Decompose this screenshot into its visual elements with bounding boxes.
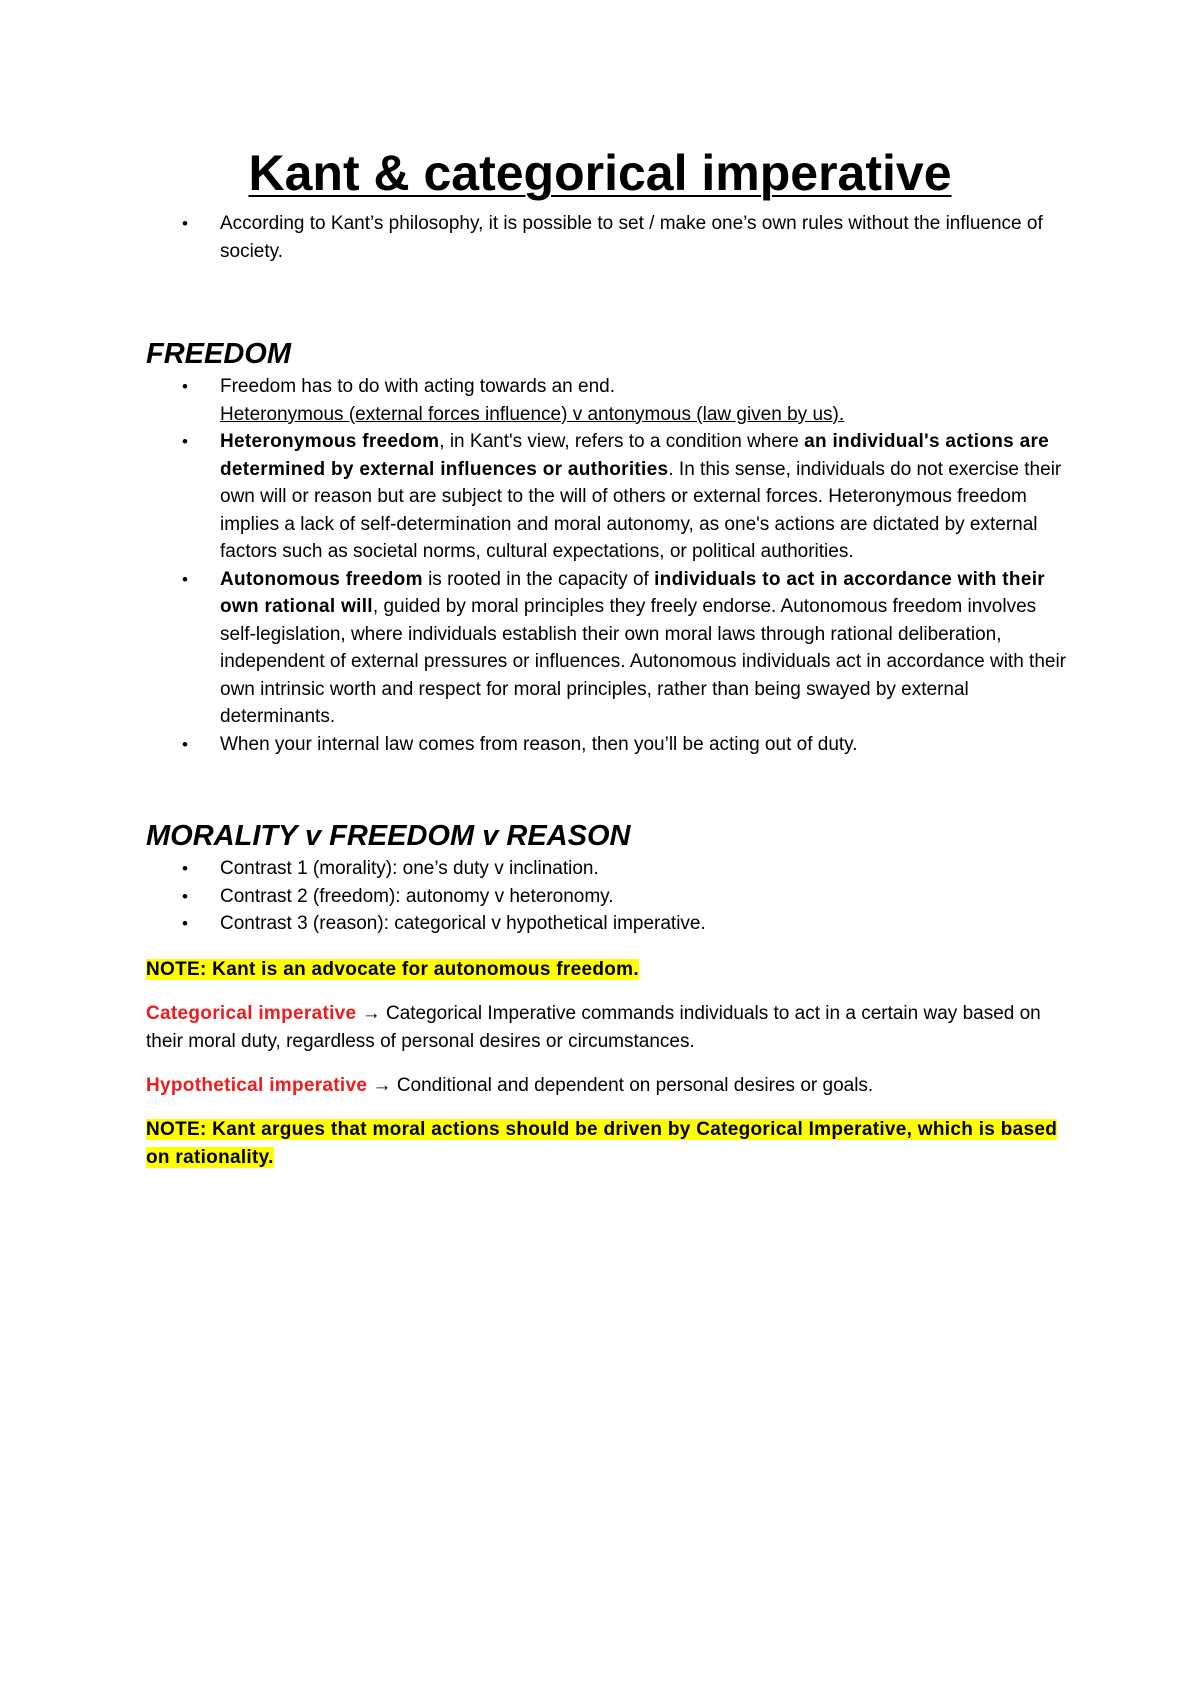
contrast-text: Contrast 2 (freedom): autonomy v heteronomy. (220, 885, 614, 907)
autonomous-text-rest: , guided by moral principles they freely endorse. Autonomous freedom involves self-legislation, where individuals establish their own moral laws through rational deliberation, independent of external pressures or influences. Autonomous individuals act in accordance with their own intrinsic worth and respect for moral principles, rather than being swayed by external determinants. (220, 596, 1067, 727)
heteronymous-text: , in Kant's view, refers to a condition where (439, 431, 805, 452)
heteronymous-text-rest: . In this sense, individuals do not exercise their own will or reason but are subject to the will of others or external forces. Heteronymous freedom implies a lack of self-determination and moral autonomy, as one's actions are dictated by external factors such as societal norms, cultural expectations, or political authorities. (220, 458, 1062, 562)
bullet-icon: • (182, 214, 188, 233)
hypothetical-text: Conditional and dependent on personal desires or goals. (396, 1075, 874, 1096)
heteronymous-emphasis: an individual's actions are determined by external influences or authorities (220, 431, 1050, 480)
autonomous-text: is rooted in the capacity of (422, 568, 655, 590)
freedom-underlined-definition: Heteronymous (external forces influence) v antonymous (law given by us). (220, 403, 845, 425)
list-item (146, 855, 1076, 883)
note-rationality (146, 1116, 1076, 1171)
autonomous-term: Autonomous freedom (220, 568, 423, 590)
arrow-right-icon: → (372, 1075, 392, 1096)
bullet-icon: • (182, 859, 188, 878)
contrast-text: Contrast 3 (reason): categorical v hypothetical imperative. (220, 913, 706, 934)
categorical-term: Categorical imperative (146, 1003, 357, 1024)
bullet-icon: • (182, 377, 188, 396)
categorical-text: Categorical Imperative commands individuals to act in a certain way based on their moral duty, regardless of personal desires or circumstances. (146, 1003, 1041, 1052)
intro-list (146, 210, 1076, 265)
hypothetical-term: Hypothetical imperative (146, 1075, 368, 1096)
list-item (146, 566, 1076, 731)
highlighted-note: NOTE: Kant is an advocate for autonomous freedom. (146, 959, 639, 980)
list-item (146, 731, 1076, 759)
bullet-icon: • (182, 734, 188, 754)
bullet-icon: • (182, 432, 188, 451)
autonomous-emphasis: individuals to act in accordance with their own rational will (220, 568, 1045, 617)
freedom-heading: FREEDOM (146, 338, 291, 370)
contrast-text: Contrast 1 (morality): one’s duty v inclination. (220, 858, 599, 879)
hypothetical-definition (146, 1072, 1076, 1100)
list-item (146, 210, 1076, 265)
freedom-list (146, 373, 1076, 758)
bullet-icon: • (182, 569, 188, 589)
page-title: Kant & categorical imperative (248, 145, 952, 201)
freedom-bullet-text: Freedom has to do with acting towards an end. (220, 376, 616, 397)
note-autonomous (146, 956, 1076, 984)
highlighted-note: NOTE: Kant argues that moral actions should be driven by Categorical Imperative, which is based on rationality. (146, 1119, 1058, 1168)
list-item (146, 373, 1076, 428)
bullet-icon: • (182, 886, 188, 906)
arrow-right-icon: → (361, 1003, 381, 1024)
morality-heading: MORALITY v FREEDOM v REASON (146, 820, 631, 852)
intro-bullet-text: According to Kant’s philosophy, it is possible to set / make one’s own rules without the influence of society. (220, 213, 1043, 262)
morality-list (146, 855, 1076, 938)
heteronymous-term: Heteronymous freedom (220, 431, 440, 452)
duty-bullet-text: When your internal law comes from reason, then you’ll be acting out of duty. (220, 733, 858, 755)
bullet-icon: • (182, 914, 188, 933)
list-item (146, 883, 1076, 911)
list-item (146, 428, 1076, 566)
categorical-definition (146, 1000, 1076, 1055)
list-item (146, 910, 1076, 938)
